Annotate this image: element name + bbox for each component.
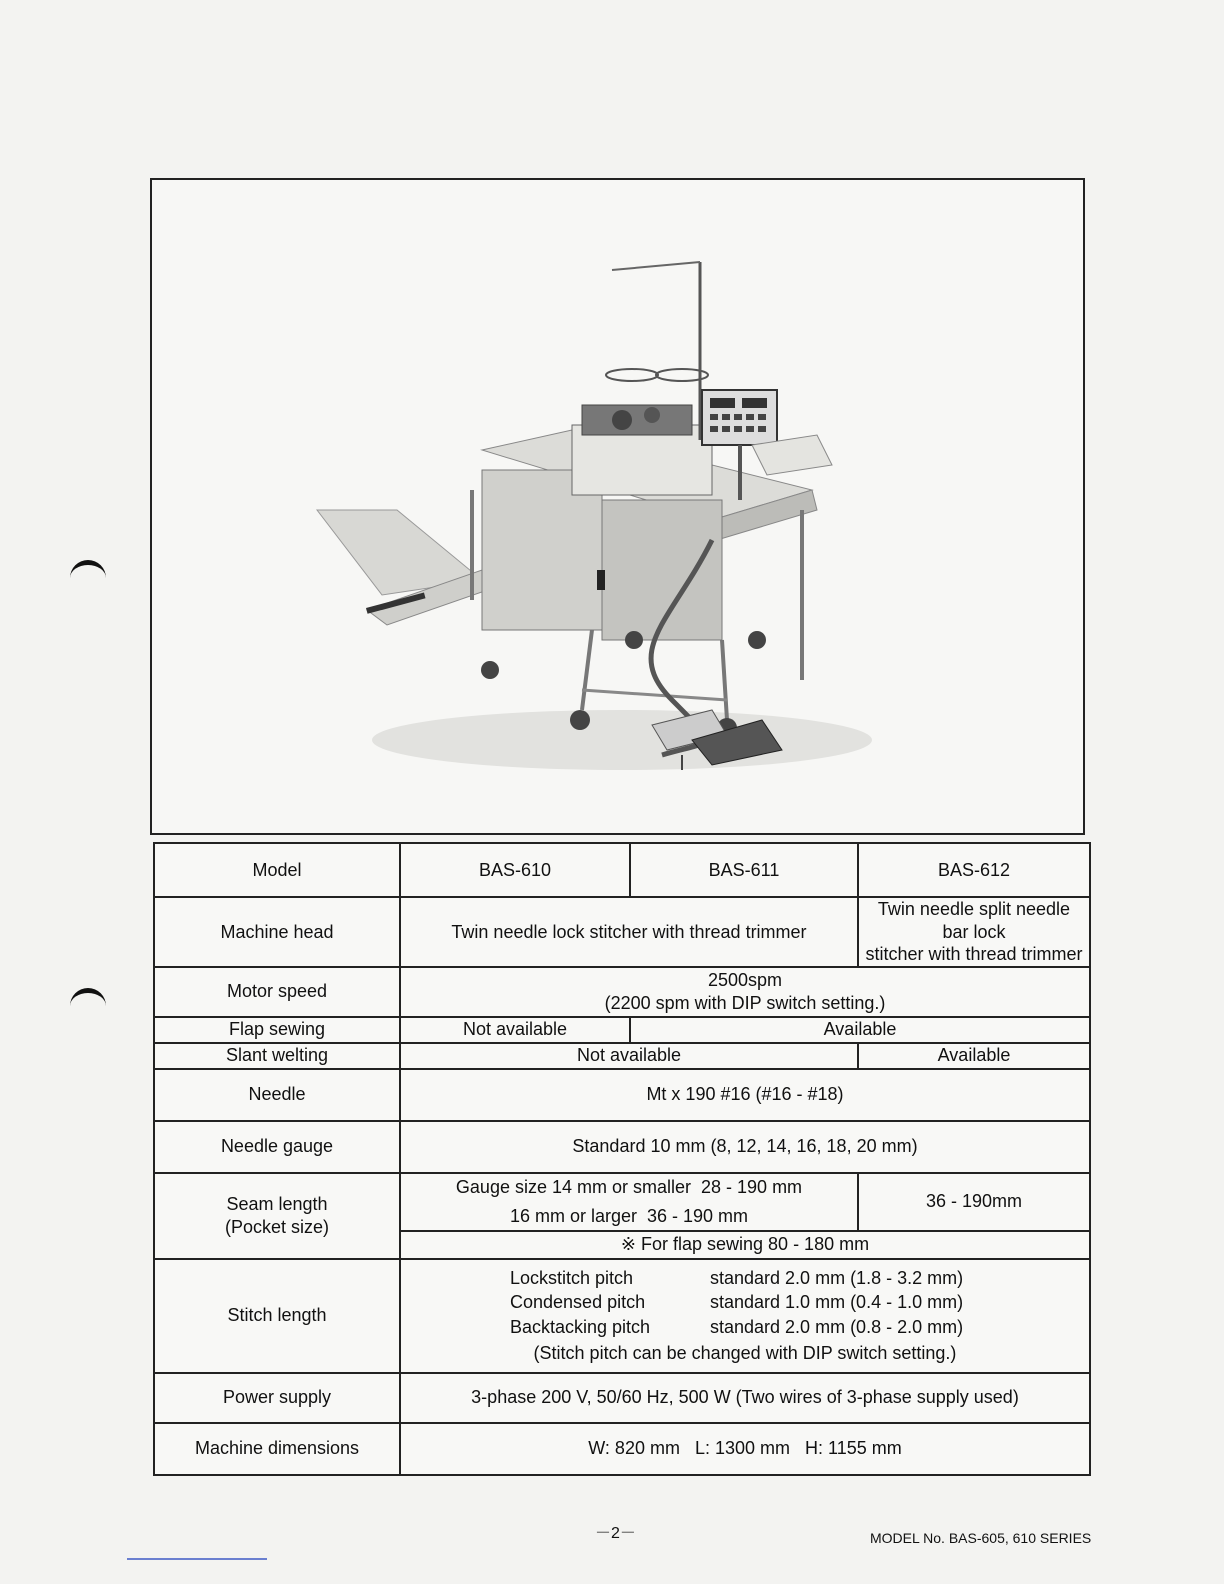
table-row: [154, 1121, 1090, 1173]
table-row: [154, 1069, 1090, 1121]
stitch-length-label: Stitch length: [154, 1259, 400, 1373]
machine-head-value: Twin needle lock stitcher with thread trimmer: [400, 897, 858, 967]
page-number: －2－: [595, 1525, 636, 1542]
dimension-width: W: 820 mm: [588, 1438, 680, 1459]
gauge-large-label: 16 mm or larger: [509, 1205, 637, 1226]
gauge-small-line: [407, 1176, 851, 1199]
needle-value: Mt x 190 #16 (#16 - #18): [400, 1069, 1090, 1121]
slant-welting-610-611: Not available: [400, 1043, 858, 1069]
lockstitch-pitch-value: standard 2.0 mm (1.8 - 3.2 mm): [710, 1267, 964, 1288]
needle-label: Needle: [154, 1069, 400, 1121]
gauge-large-value: 36 - 190 mm: [647, 1205, 749, 1226]
gauge-small-value: 28 - 190 mm: [701, 1177, 803, 1197]
model-number-footer: MODEL No. BAS-605, 610 SERIES: [870, 1530, 1092, 1546]
binder-hole-mark: [70, 560, 106, 587]
machine-dimensions-label: Machine dimensions: [154, 1423, 400, 1475]
model-label: Model: [154, 843, 400, 897]
motor-speed-value: [400, 967, 1090, 1017]
table-row: [154, 1259, 1090, 1373]
table-row: [154, 967, 1090, 1017]
sewing-machine-illustration: [152, 180, 1083, 833]
condensed-pitch-value: standard 1.0 mm (0.4 - 1.0 mm): [710, 1292, 964, 1312]
machine-head-612-line2: stitcher with thread trimmer: [865, 944, 1083, 964]
dimension-height: H: 1155 mm: [805, 1438, 902, 1459]
machine-head-612-value: [858, 897, 1090, 967]
gauge-large-line: [407, 1205, 851, 1228]
seam-length-label: [154, 1173, 400, 1259]
flap-sewing-label: Flap sewing: [154, 1017, 400, 1043]
table-row: [154, 1373, 1090, 1423]
power-supply-label: Power supply: [154, 1373, 400, 1423]
seam-length-610-611: [400, 1173, 858, 1231]
flap-sewing-611-612: Available: [630, 1017, 1090, 1043]
backtacking-pitch-label: Backtacking pitch: [510, 1316, 651, 1337]
power-supply-value: 3-phase 200 V, 50/60 Hz, 500 W (Two wires of 3-phase supply used): [400, 1373, 1090, 1423]
table-row: [154, 1173, 1090, 1231]
binder-hole-mark: [70, 988, 106, 1015]
seam-length-612: 36 - 190mm: [858, 1173, 1090, 1231]
table-row: [154, 1043, 1090, 1069]
motor-speed-line2: (2200 spm with DIP switch setting.): [604, 992, 886, 1013]
stitch-pitch-note: (Stitch pitch can be changed with DIP switch setting.): [533, 1343, 957, 1363]
slant-welting-label: Slant welting: [154, 1043, 400, 1069]
motor-speed-line1: 2500spm: [707, 970, 783, 990]
gauge-small-label: Gauge size 14 mm or smaller: [455, 1177, 692, 1197]
specification-table: [153, 842, 1091, 1476]
flap-sewing-note: ※ For flap sewing 80 - 180 mm: [400, 1231, 1090, 1259]
lockstitch-pitch-label: Lockstitch pitch: [510, 1267, 634, 1288]
table-row: [154, 843, 1090, 897]
seam-length-label-line1: Seam length: [226, 1194, 328, 1214]
underline-mark: [127, 1558, 267, 1560]
table-row: [154, 1017, 1090, 1043]
stitch-pitch-list: [407, 1267, 1083, 1339]
needle-gauge-value: Standard 10 mm (8, 12, 14, 16, 18, 20 mm): [400, 1121, 1090, 1173]
stitch-length-value: [400, 1259, 1090, 1373]
machine-head-label: Machine head: [154, 897, 400, 967]
slant-welting-612: Available: [858, 1043, 1090, 1069]
table-row: [154, 1423, 1090, 1475]
dimension-length: L: 1300 mm: [694, 1438, 791, 1459]
model-bas-612: BAS-612: [858, 843, 1090, 897]
machine-photo: [150, 178, 1085, 835]
backtacking-pitch-value: standard 2.0 mm (0.8 - 2.0 mm): [710, 1316, 964, 1337]
motor-speed-label: Motor speed: [154, 967, 400, 1017]
needle-gauge-label: Needle gauge: [154, 1121, 400, 1173]
seam-length-label-line2: (Pocket size): [224, 1216, 330, 1237]
machine-dimensions-value: [400, 1423, 1090, 1475]
table-row: [154, 897, 1090, 967]
machine-head-612-line1: Twin needle split needle bar lock: [877, 899, 1071, 942]
flap-sewing-610: Not available: [400, 1017, 630, 1043]
model-bas-610: BAS-610: [400, 843, 630, 897]
model-bas-611: BAS-611: [630, 843, 858, 897]
condensed-pitch-label: Condensed pitch: [510, 1292, 646, 1312]
